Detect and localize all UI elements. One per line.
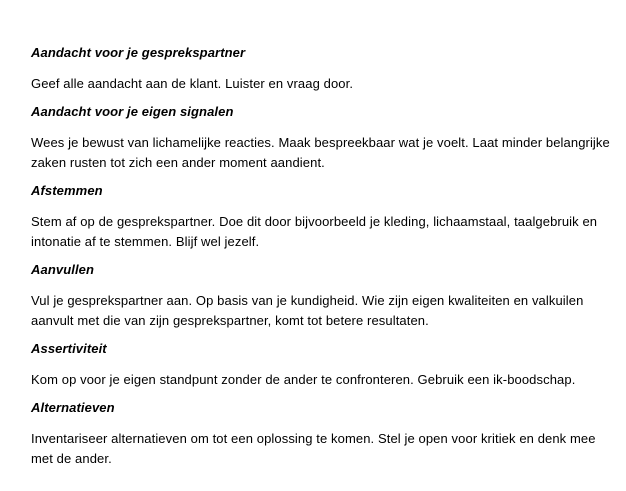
section-text: Stem af op de gesprekspartner. Doe dit door bijvoorbeeld je kleding, lichaamstaal, taalgebruik en intonatie af te stemmen. Blijf wel jezelf.	[31, 214, 598, 249]
section-aandacht-gesprekspartner	[31, 44, 621, 94]
section-heading: Aanvullen	[31, 262, 95, 277]
section-text: Inventariseer alternatieven om tot een oplossing te komen. Stel je open voor kritiek en denk mee met de ander.	[31, 431, 596, 466]
section-text: Vul je gesprekspartner aan. Op basis van je kundigheid. Wie zijn eigen kwaliteiten en valkuilen aanvult met die van zijn gesprekspartner, komt tot betere resultaten.	[31, 293, 584, 328]
section-afstemmen	[31, 182, 621, 252]
section-aanvullen	[31, 261, 621, 331]
section-heading: Aandacht voor je gesprekspartner	[31, 45, 246, 60]
document-page	[31, 44, 621, 478]
section-heading: Alternatieven	[31, 400, 115, 415]
section-aandacht-eigen-signalen	[31, 103, 621, 173]
section-heading: Assertiviteit	[31, 341, 107, 356]
section-heading: Afstemmen	[31, 183, 103, 198]
section-alternatieven	[31, 399, 621, 469]
section-text: Wees je bewust van lichamelijke reacties. Maak bespreekbaar wat je voelt. Laat minder belangrijke zaken rusten tot zich een ander moment aandient.	[31, 135, 610, 170]
section-heading: Aandacht voor je eigen signalen	[31, 104, 234, 119]
section-assertiviteit	[31, 340, 621, 390]
section-text: Geef alle aandacht aan de klant. Luister en vraag door.	[31, 76, 354, 91]
section-text: Kom op voor je eigen standpunt zonder de ander te confronteren. Gebruik een ik-boodschap.	[31, 372, 576, 387]
